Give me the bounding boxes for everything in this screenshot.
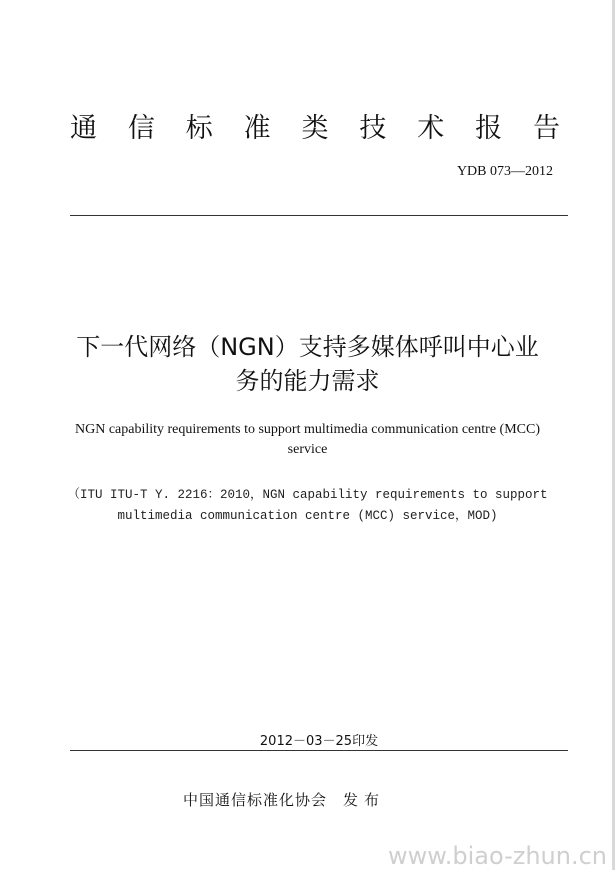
english-title-line: NGN capability requirements to support multimedia communication centre (MCC) — [74, 422, 540, 437]
issued-label: 发布 — [343, 791, 386, 809]
chinese-title — [40, 330, 575, 398]
report-type-heading — [70, 112, 560, 146]
adoption-note — [40, 485, 575, 527]
issue-date: 2012－03－25印发 — [259, 734, 379, 749]
report-type-char: 术 — [417, 113, 445, 144]
report-type-char: 标 — [185, 113, 213, 144]
english-title — [40, 420, 575, 460]
report-type-char: 技 — [359, 113, 387, 144]
top-divider — [70, 215, 568, 216]
chinese-title-line: 务的能力需求 — [235, 367, 380, 395]
report-type-char: 报 — [475, 113, 503, 144]
adoption-note-line: multimedia communication centre (MCC) service，MOD) — [117, 509, 498, 523]
bottom-divider — [70, 750, 568, 751]
report-type-char: 信 — [127, 113, 155, 144]
report-type-char: 告 — [533, 113, 560, 144]
adoption-note-line: （ITU ITU-T Y. 2216：2010，NGN capability requirements to support — [67, 488, 548, 502]
report-type-char: 准 — [243, 113, 271, 144]
standard-number: YDB 073—2012 — [456, 164, 553, 179]
site-watermark: www.biao-zhun.cn — [388, 842, 607, 870]
publisher-line — [183, 790, 385, 810]
english-title-line: service — [287, 442, 328, 457]
report-type-char: 通 — [70, 113, 97, 144]
publisher-name: 中国通信标准化协会 — [183, 791, 328, 809]
chinese-title-line: 下一代网络（NGN）支持多媒体呼叫中心业 — [76, 333, 539, 361]
report-type-char: 类 — [301, 113, 329, 144]
